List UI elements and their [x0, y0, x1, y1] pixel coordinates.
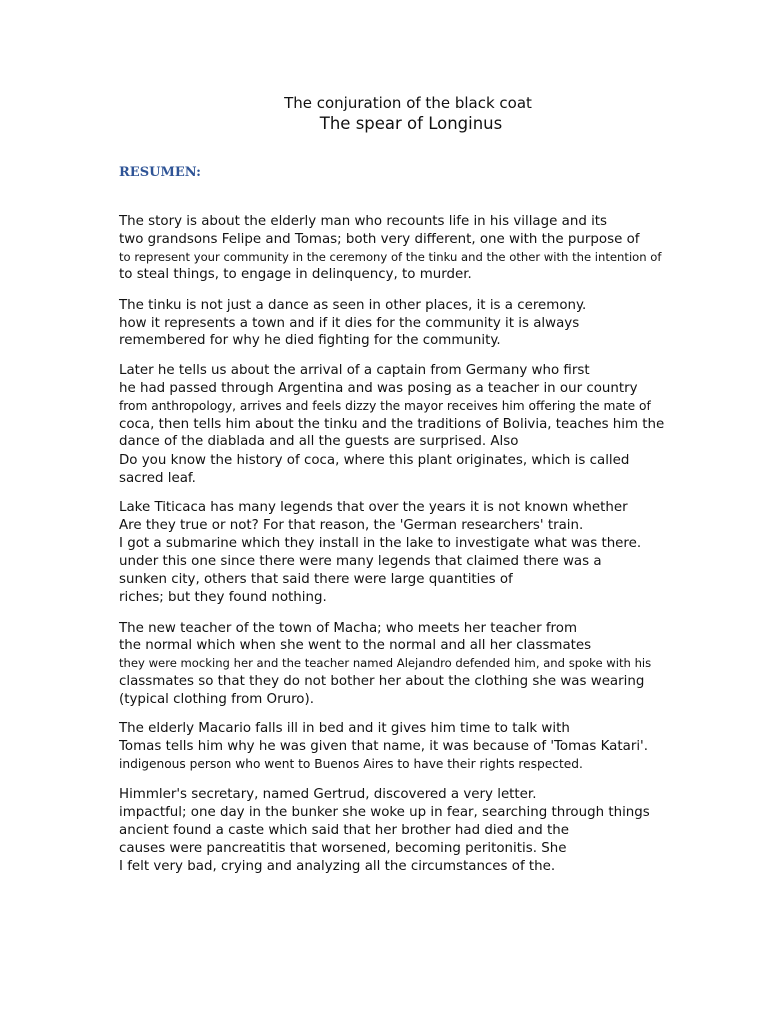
paragraph-6-line-2: Tomas tells him why he was given that name, it was because of 'Tomas Katari'.	[119, 739, 648, 754]
paragraph-5-line-3: they were mocking her and the teacher named Alejandro defended him, and spoke with his	[119, 656, 652, 670]
paragraph-6-line-3: indigenous person who went to Buenos Aires to have their rights respected.	[119, 757, 583, 771]
paragraph-4-line-3: I got a submarine which they install in the lake to investigate what was there.	[119, 536, 642, 551]
paragraph-3-line-5: dance of the diablada and all the guests are surprised. Also	[119, 434, 519, 449]
paragraph-2-line-3: remembered for why he died fighting for the community.	[119, 333, 501, 348]
paragraph-7-line-4: causes were pancreatitis that worsened, becoming peritonitis. She	[119, 841, 567, 856]
paragraph-3-line-6: Do you know the history of coca, where this plant originates, which is called	[119, 453, 630, 468]
document-title: The conjuration of the black coat	[284, 94, 532, 112]
paragraph-3-line-3: from anthropology, arrives and feels dizzy the mayor receives him offering the mate of	[119, 399, 651, 413]
paragraph-5-line-4: classmates so that they do not bother her about the clothing she was wearing	[119, 674, 645, 689]
paragraph-3-line-4: coca, then tells him about the tinku and the traditions of Bolivia, teaches him the	[119, 417, 665, 432]
paragraph-1-line-2: two grandsons Felipe and Tomas; both very different, one with the purpose of	[119, 232, 640, 247]
paragraph-1-line-4: to steal things, to engage in delinquency, to murder.	[119, 267, 472, 282]
paragraph-3-line-1: Later he tells us about the arrival of a captain from Germany who first	[119, 363, 590, 378]
paragraph-1-line-3: to represent your community in the ceremony of the tinku and the other with the intention of	[119, 250, 662, 264]
paragraph-7-line-3: ancient found a caste which said that her brother had died and the	[119, 823, 569, 838]
paragraph-4-line-5: sunken city, others that said there were large quantities of	[119, 572, 513, 587]
paragraph-7-line-2: impactful; one day in the bunker she woke up in fear, searching through things	[119, 805, 650, 820]
paragraph-2-line-2: how it represents a town and if it dies for the community it is always	[119, 316, 580, 331]
paragraph-5-line-5: (typical clothing from Oruro).	[119, 692, 314, 707]
paragraph-7-line-5: I felt very bad, crying and analyzing all the circumstances of the.	[119, 859, 556, 874]
paragraph-3-line-7: sacred leaf.	[119, 471, 196, 486]
paragraph-5-line-2: the normal which when she went to the normal and all her classmates	[119, 638, 592, 653]
paragraph-2-line-1: The tinku is not just a dance as seen in other places, it is a ceremony.	[119, 298, 587, 313]
paragraph-4-line-4: under this one since there were many legends that claimed there was a	[119, 554, 602, 569]
paragraph-4-line-1: Lake Titicaca has many legends that over the years it is not known whether	[119, 500, 628, 515]
paragraph-5-line-1: The new teacher of the town of Macha; who meets her teacher from	[119, 621, 578, 636]
paragraph-3-line-2: he had passed through Argentina and was posing as a teacher in our country	[119, 381, 638, 396]
paragraph-7-line-1: Himmler's secretary, named Gertrud, discovered a very letter.	[119, 787, 537, 802]
paragraph-4-line-2: Are they true or not? For that reason, the 'German researchers' train.	[119, 518, 584, 533]
document-subtitle: The spear of Longinus	[319, 114, 503, 133]
paragraph-1-line-1: The story is about the elderly man who recounts life in his village and its	[119, 214, 608, 229]
paragraph-4-line-6: riches; but they found nothing.	[119, 590, 327, 605]
paragraph-6-line-1: The elderly Macario falls ill in bed and it gives him time to talk with	[119, 721, 570, 736]
section-heading: RESUMEN:	[119, 165, 201, 180]
